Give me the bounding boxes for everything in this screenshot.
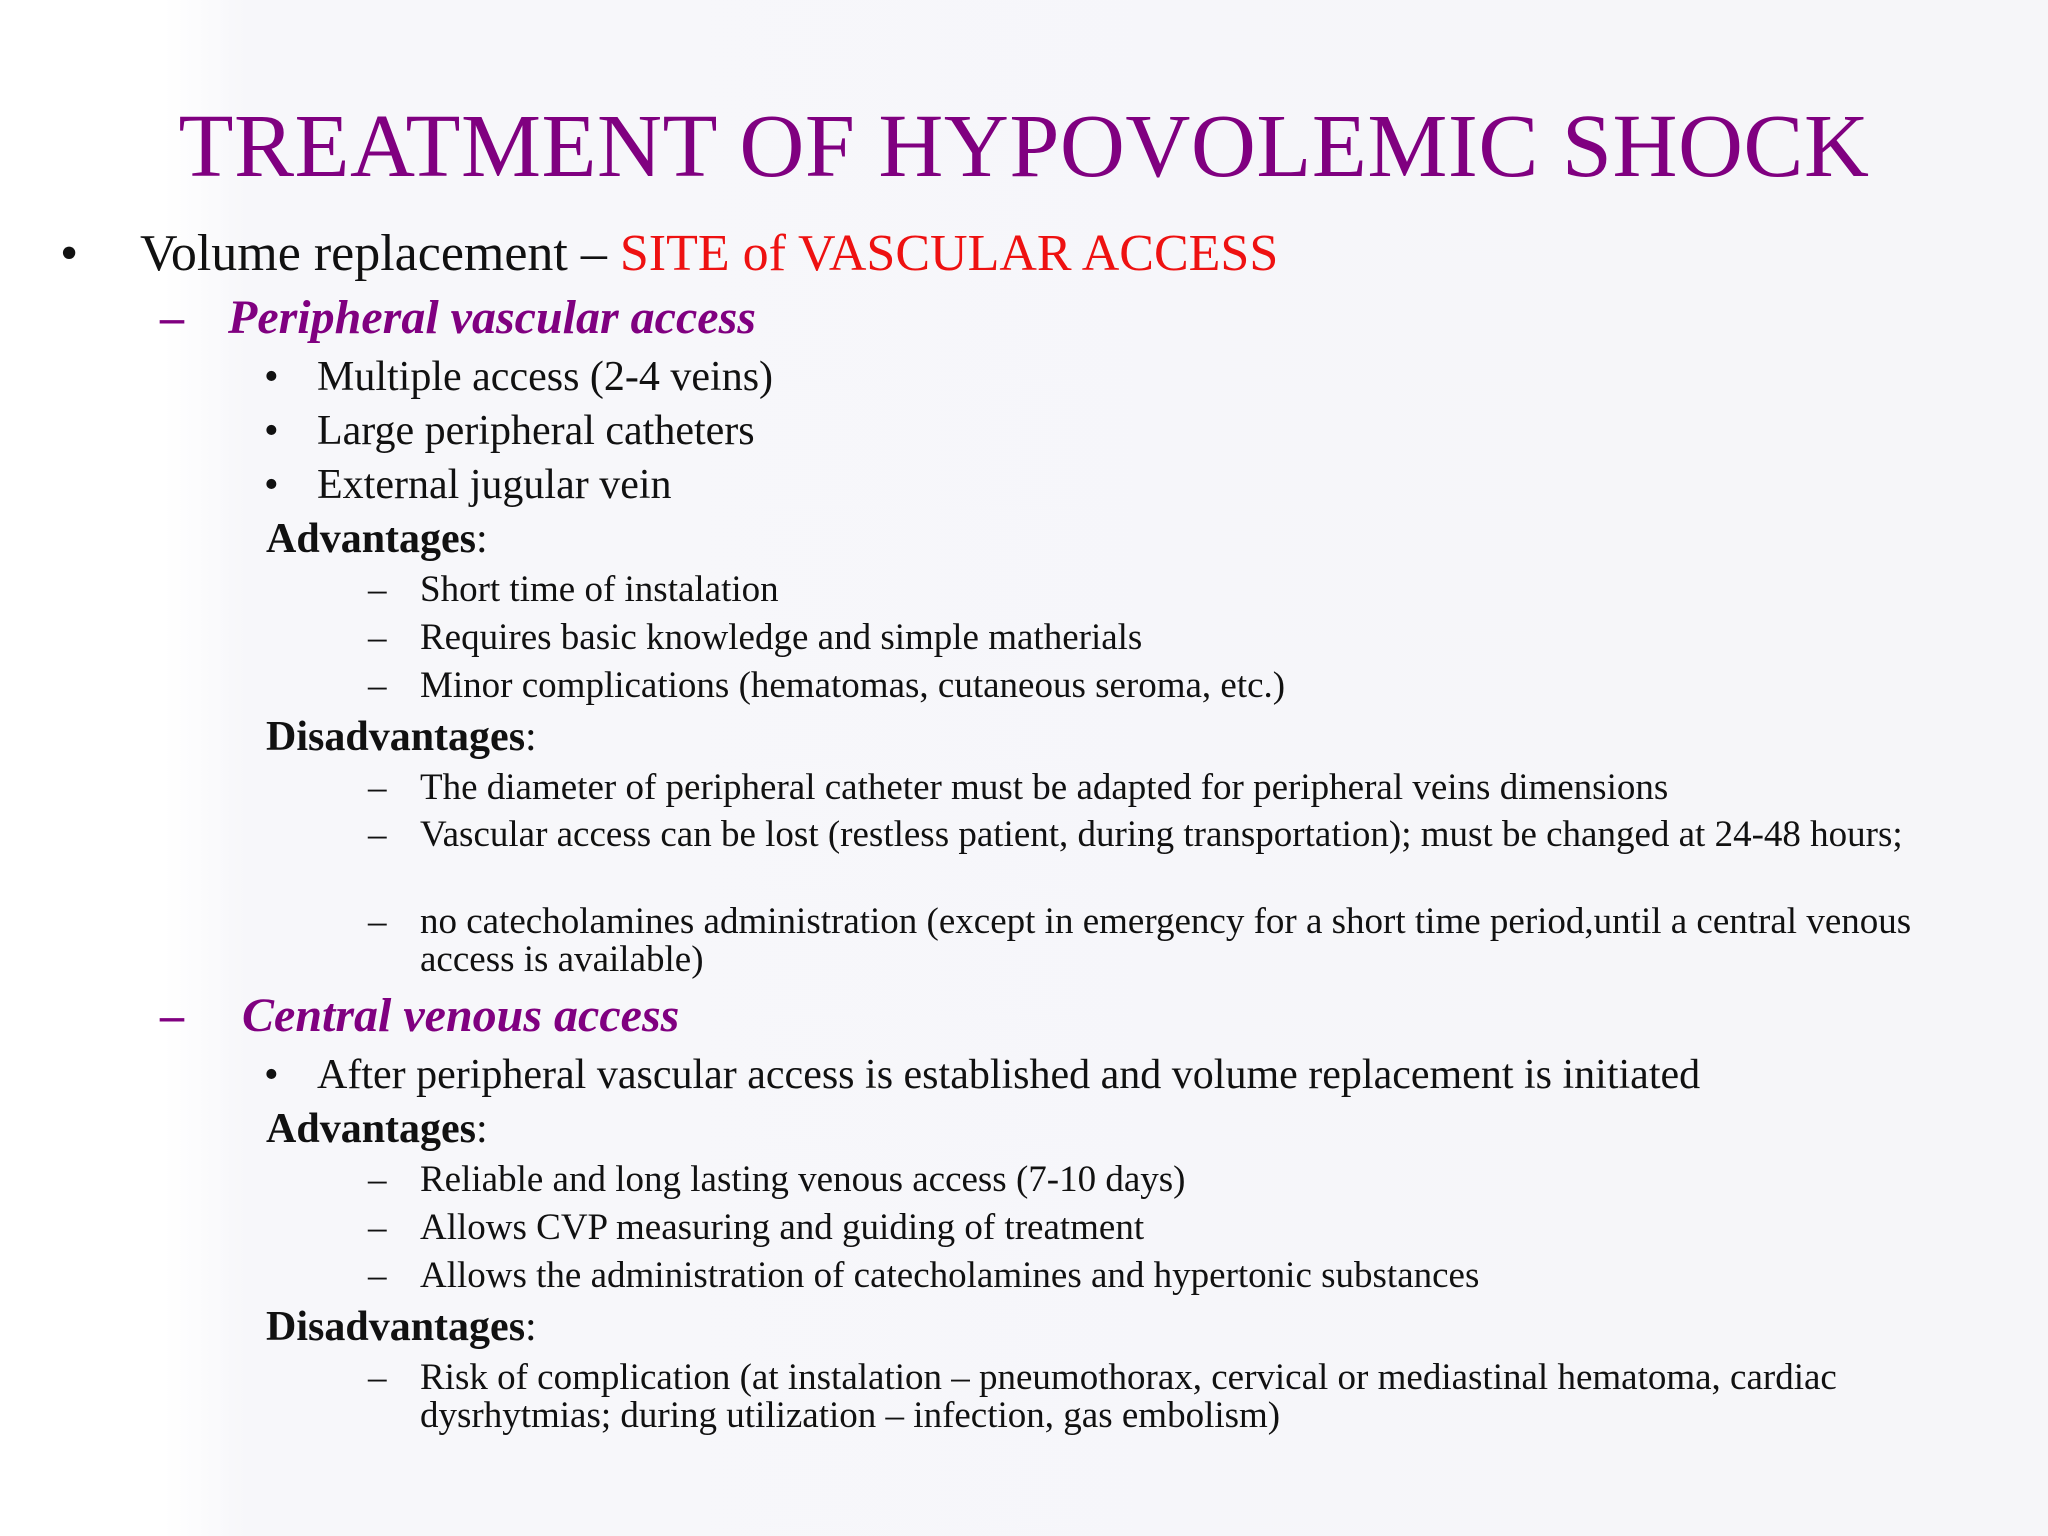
advantages-heading: Advantages:: [266, 1106, 488, 1152]
peripheral-heading: Peripheral vascular access: [228, 291, 756, 344]
main-point: [140, 224, 1278, 284]
dash-marker: –: [368, 569, 387, 610]
bullet-marker: •: [264, 354, 279, 400]
dash-marker: –: [368, 1255, 387, 1296]
advantages-label: Advantages: [266, 1106, 477, 1152]
list-item: Risk of complication (at instalation – pneumothorax, cervical or mediastinal hematoma, cardiac dysrhytmias; during utilization – infection, gas embolism): [420, 1357, 1837, 1436]
list-item: Minor complications (hematomas, cutaneous seroma, etc.): [420, 665, 1286, 706]
dash-marker: –: [160, 989, 184, 1042]
main-point-text: Volume replacement –: [140, 225, 620, 282]
dash-marker: –: [368, 1159, 387, 1200]
central-heading: Central venous access: [242, 989, 680, 1042]
list-item: Allows CVP measuring and guiding of treatment: [420, 1207, 1145, 1248]
list-item: Reliable and long lasting venous access (7-10 days): [420, 1159, 1186, 1200]
bullet-marker: •: [264, 1052, 279, 1098]
main-point-highlight: SITE of VASCULAR ACCESS: [619, 225, 1279, 282]
list-item: no catecholamines administration (except in emergency for a short time period,until a central venous access is available): [420, 901, 1912, 980]
disadvantages-heading: Disadvantages:: [266, 714, 537, 760]
list-item: Vascular access can be lost (restless patient, during transportation); must be changed at 24-48 hours;: [420, 814, 1903, 855]
list-item: Short time of instalation: [420, 569, 779, 610]
dash-marker: –: [368, 665, 387, 706]
list-item: Requires basic knowledge and simple matherials: [420, 617, 1143, 658]
list-item: Multiple access (2-4 veins): [317, 354, 774, 400]
advantages-label: Advantages: [266, 516, 477, 562]
bullet-marker: •: [60, 225, 79, 282]
disadvantages-heading: Disadvantages:: [266, 1304, 537, 1350]
disadvantages-label: Disadvantages: [266, 714, 526, 760]
dash-marker: –: [368, 901, 387, 942]
advantages-heading: Advantages:: [266, 516, 488, 562]
dash-marker: –: [368, 617, 387, 658]
dash-marker: –: [160, 291, 184, 344]
list-item: External jugular vein: [317, 462, 672, 508]
dash-marker: –: [368, 814, 387, 855]
list-item: Allows the administration of catecholamines and hypertonic substances: [420, 1255, 1480, 1296]
disadvantages-label: Disadvantages: [266, 1304, 526, 1350]
dash-marker: –: [368, 1357, 387, 1398]
bullet-marker: •: [264, 408, 279, 454]
slide-title: TREATMENT OF HYPOVOLEMIC SHOCK: [178, 97, 1870, 196]
list-item: Large peripheral catheters: [317, 408, 755, 454]
bullet-marker: •: [264, 462, 279, 508]
list-item: The diameter of peripheral catheter must be adapted for peripheral veins dimensions: [420, 767, 1669, 808]
list-item: After peripheral vascular access is established and volume replacement is initiated: [317, 1052, 1701, 1098]
dash-marker: –: [368, 1207, 387, 1248]
dash-marker: –: [368, 767, 387, 808]
